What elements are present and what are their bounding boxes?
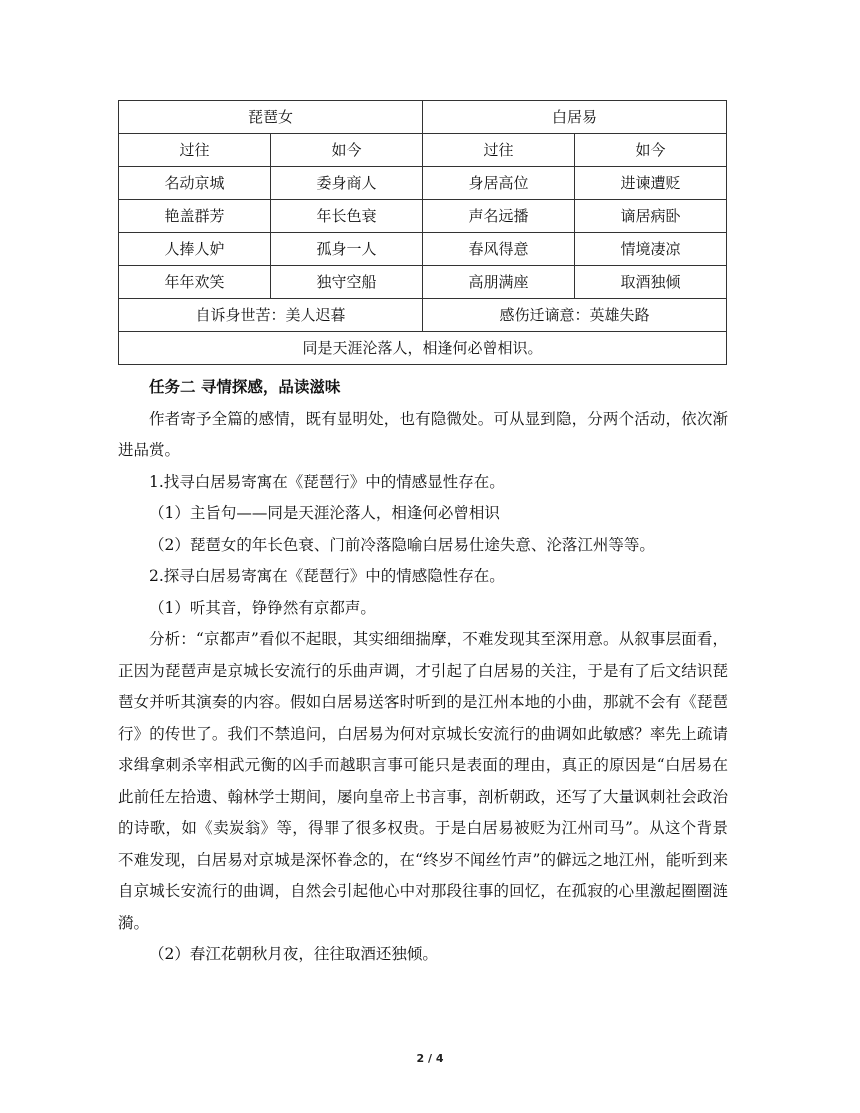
bai-past-header: 过往 [423,134,575,167]
pipa-summary: 自诉身世苦：美人迟暮 [119,299,423,332]
table-cell: 进谏遭贬 [575,167,727,200]
table-summary-row [119,299,727,332]
table-row [119,200,727,233]
task-heading: 任务二 寻情探感，品读滋味 [149,378,341,396]
bai-now-header: 如今 [575,134,727,167]
table-row [119,266,727,299]
table-subheader-row [119,134,727,167]
item-2-2: （2）春江花朝秋月夜，往往取酒还独倾。 [149,945,438,963]
table-cell: 艳盖群芳 [119,200,271,233]
table-cell: 谪居病卧 [575,200,727,233]
theme-sentence: 同是天涯沦落人，相逢何必曾相识。 [119,332,727,365]
table-cell: 委身商人 [271,167,423,200]
table-row [119,167,727,200]
table-cell: 声名远播 [423,200,575,233]
bai-summary: 感伤迁谪意：英雄失路 [423,299,727,332]
item-1: 1.找寻白居易寄寓在《琵琶行》中的情感显性存在。 [149,472,505,491]
item-1-2: （2）琵琶女的年长色衰、门前冷落隐喻白居易仕途失意、沦落江州等等。 [149,535,655,554]
analysis-paragraph: 分析：“京都声”看似不起眼，其实细细揣摩，不难发现其至深用意。从叙事层面看，正因为琵琶声是京城长安流行的乐曲声调，才引起了白居易的关注，于是有了后文结识琵琶女并听其演奏的内容。假如白居易送客时听到的是江州本地的小曲，那就不会有《琵琶行》的传世了。我们不禁追问，白居易为何对京城长安流行的曲调如此敏感？率先上疏请求缉拿刺杀宰相武元衡的凶手而越职言事可能只是表面的理由，真正的原因是“白居易在此前任左拾遗、翰林学士期间，屡向皇帝上书言事，剖析朝政，还写了大量讽刺社会政治的诗歌，如《卖炭翁》等，得罪了很多权贵。于是白居易被贬为江州司马”。从这个背景不难发现，白居易对京城是深怀眷念的，在“终岁不闻丝竹声”的僻远之地江州，能听到来自京城长安流行的曲调，自然会引起他心中对那段往事的回忆，在孤寂的心里激起圈圈涟漪。 [118,630,728,932]
table-cell: 春风得意 [423,233,575,266]
body-text [118,372,728,971]
table-cell: 取酒独倾 [575,266,727,299]
page-number: 2 / 4 [416,1052,444,1065]
table-cell: 人捧人妒 [119,233,271,266]
pipa-now-header: 如今 [271,134,423,167]
table-row [119,233,727,266]
table-cell: 年年欢笑 [119,266,271,299]
item-1-1: （1）主旨句——同是天涯沦落人，相逢何必曾相识 [149,504,500,522]
pipa-header: 琵琶女 [119,101,423,134]
intro-paragraph: 作者寄予全篇的感情，既有显明处，也有隐微处。可从显到隐，分两个活动，依次渐进品赏。 [118,409,728,459]
table-cell: 情境凄凉 [575,233,727,266]
comparison-table [118,100,727,365]
table-cell: 身居高位 [423,167,575,200]
table-header-row [119,101,727,134]
item-2-1: （1）听其音，铮铮然有京都声。 [149,598,376,617]
table-cell: 名动京城 [119,167,271,200]
pipa-past-header: 过往 [119,134,271,167]
table-cell: 孤身一人 [271,233,423,266]
item-2: 2.探寻白居易寄寓在《琵琶行》中的情感隐性存在。 [149,567,505,585]
bai-header: 白居易 [423,101,727,134]
table-theme-row [119,332,727,365]
table-cell: 独守空船 [271,266,423,299]
table-cell: 高朋满座 [423,266,575,299]
table-cell: 年长色衰 [271,200,423,233]
